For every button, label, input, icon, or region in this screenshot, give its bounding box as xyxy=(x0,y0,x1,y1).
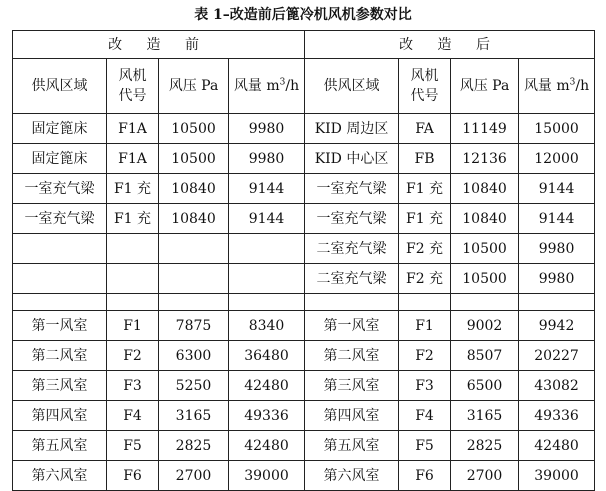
before-pressure-cell: 6300 xyxy=(159,341,229,371)
separator-cell xyxy=(305,294,399,311)
group-before-cell: 改 造 前 xyxy=(13,31,305,59)
after-flow-cell: 43082 xyxy=(519,371,595,401)
before-zone-cell: 第四风室 xyxy=(13,401,107,431)
before-flow-cell: 9144 xyxy=(229,174,305,204)
after-flow-cell: 9980 xyxy=(519,264,595,294)
after-code-cell: F4 xyxy=(399,401,451,431)
before-code-cell xyxy=(107,234,159,264)
before-flow-cell: 49336 xyxy=(229,401,305,431)
after-code-cell: F2 xyxy=(399,341,451,371)
flow-header-prefix: 风量 m xyxy=(523,78,570,94)
after-code-cell: F3 xyxy=(399,371,451,401)
after-flow-cell: 15000 xyxy=(519,114,595,144)
fan-code-header-line1: 风机 xyxy=(410,68,439,84)
before-flow-cell: 42480 xyxy=(229,371,305,401)
before-code-cell: F1 xyxy=(107,311,159,341)
after-flow-cell: 49336 xyxy=(519,401,595,431)
before-flow-cell: 39000 xyxy=(229,461,305,491)
flow-header-suffix: /h xyxy=(285,78,300,94)
before-pressure-cell: 2700 xyxy=(159,461,229,491)
before-fan-code-header xyxy=(107,59,159,114)
after-flow-cell: 9942 xyxy=(519,311,595,341)
after-flow-cell: 12000 xyxy=(519,144,595,174)
after-zone-cell: 二室充气梁 xyxy=(305,264,399,294)
after-pressure-cell: 10500 xyxy=(451,234,519,264)
after-code-cell: FA xyxy=(399,114,451,144)
before-code-cell xyxy=(107,264,159,294)
after-code-cell: F1 xyxy=(399,311,451,341)
after-zone-cell: KID 周边区 xyxy=(305,114,399,144)
flow-header-suffix: /h xyxy=(575,78,590,94)
after-flow-cell: 9144 xyxy=(519,174,595,204)
column-header-row xyxy=(13,59,595,114)
after-zone-cell: KID 中心区 xyxy=(305,144,399,174)
after-pressure-cell: 8507 xyxy=(451,341,519,371)
table-row xyxy=(13,341,595,371)
before-flow-cell: 42480 xyxy=(229,431,305,461)
after-flow-cell: 42480 xyxy=(519,431,595,461)
before-zone-cell: 第六风室 xyxy=(13,461,107,491)
table-row xyxy=(13,264,595,294)
before-code-cell: F1A xyxy=(107,114,159,144)
after-zone-cell: 第三风室 xyxy=(305,371,399,401)
before-code-cell: F4 xyxy=(107,401,159,431)
after-zone-cell: 一室充气梁 xyxy=(305,204,399,234)
after-code-cell: FB xyxy=(399,144,451,174)
before-flow-cell xyxy=(229,234,305,264)
before-pressure-cell: 10500 xyxy=(159,114,229,144)
before-pressure-cell: 2825 xyxy=(159,431,229,461)
before-code-cell: F3 xyxy=(107,371,159,401)
table-row xyxy=(13,371,595,401)
before-zone-header: 供风区域 xyxy=(13,59,107,114)
before-flow-cell xyxy=(229,264,305,294)
table-row xyxy=(13,431,595,461)
after-zone-header: 供风区域 xyxy=(305,59,399,114)
before-pressure-cell: 3165 xyxy=(159,401,229,431)
after-flow-header xyxy=(519,59,595,114)
separator-cell xyxy=(229,294,305,311)
after-zone-cell: 第二风室 xyxy=(305,341,399,371)
before-code-cell: F6 xyxy=(107,461,159,491)
flow-header-prefix: 风量 m xyxy=(233,78,280,94)
before-flow-cell: 8340 xyxy=(229,311,305,341)
after-zone-cell: 第四风室 xyxy=(305,401,399,431)
after-pressure-cell: 2700 xyxy=(451,461,519,491)
before-zone-cell: 第五风室 xyxy=(13,431,107,461)
before-code-cell: F5 xyxy=(107,431,159,461)
before-code-cell: F1 充 xyxy=(107,204,159,234)
after-pressure-cell: 11149 xyxy=(451,114,519,144)
flow-header-sup: 3 xyxy=(569,77,576,88)
after-flow-cell: 20227 xyxy=(519,341,595,371)
separator-row xyxy=(13,294,595,311)
fan-parameter-table xyxy=(12,30,595,491)
after-code-cell: F5 xyxy=(399,431,451,461)
after-pressure-cell: 12136 xyxy=(451,144,519,174)
after-zone-cell: 一室充气梁 xyxy=(305,174,399,204)
after-zone-cell: 第一风室 xyxy=(305,311,399,341)
before-zone-cell: 第二风室 xyxy=(13,341,107,371)
table-row xyxy=(13,401,595,431)
before-zone-cell: 一室充气梁 xyxy=(13,174,107,204)
table-row xyxy=(13,234,595,264)
after-pressure-cell: 3165 xyxy=(451,401,519,431)
after-pressure-cell: 9002 xyxy=(451,311,519,341)
before-pressure-cell: 7875 xyxy=(159,311,229,341)
after-code-cell: F1 充 xyxy=(399,174,451,204)
before-flow-header xyxy=(229,59,305,114)
after-code-cell: F1 充 xyxy=(399,204,451,234)
separator-cell xyxy=(159,294,229,311)
table-row xyxy=(13,144,595,174)
after-fan-code-header xyxy=(399,59,451,114)
separator-cell xyxy=(107,294,159,311)
table-row xyxy=(13,204,595,234)
before-zone-cell: 第三风室 xyxy=(13,371,107,401)
separator-cell xyxy=(451,294,519,311)
before-pressure-cell: 10840 xyxy=(159,174,229,204)
after-flow-cell: 9980 xyxy=(519,234,595,264)
before-pressure-cell: 10500 xyxy=(159,144,229,174)
after-zone-cell: 第六风室 xyxy=(305,461,399,491)
after-zone-cell: 二室充气梁 xyxy=(305,234,399,264)
flow-header-sup: 3 xyxy=(279,77,286,88)
before-code-cell: F1 充 xyxy=(107,174,159,204)
group-header-row xyxy=(13,31,595,59)
after-pressure-cell: 6500 xyxy=(451,371,519,401)
before-code-cell: F2 xyxy=(107,341,159,371)
separator-cell xyxy=(13,294,107,311)
after-code-cell: F6 xyxy=(399,461,451,491)
before-zone-cell: 一室充气梁 xyxy=(13,204,107,234)
after-code-cell: F2 充 xyxy=(399,264,451,294)
separator-cell xyxy=(519,294,595,311)
fan-code-header-line2: 代号 xyxy=(118,88,147,104)
table-row xyxy=(13,174,595,204)
before-zone-cell: 第一风室 xyxy=(13,311,107,341)
before-pressure-cell: 5250 xyxy=(159,371,229,401)
before-code-cell: F1A xyxy=(107,144,159,174)
before-flow-cell: 36480 xyxy=(229,341,305,371)
table-row xyxy=(13,114,595,144)
fan-code-header-line1: 风机 xyxy=(118,68,147,84)
before-pressure-cell xyxy=(159,264,229,294)
after-zone-cell: 第五风室 xyxy=(305,431,399,461)
separator-cell xyxy=(399,294,451,311)
after-pressure-cell: 10500 xyxy=(451,264,519,294)
after-pressure-cell: 2825 xyxy=(451,431,519,461)
before-pressure-cell: 10840 xyxy=(159,204,229,234)
before-pressure-header: 风压 Pa xyxy=(159,59,229,114)
after-pressure-cell: 10840 xyxy=(451,174,519,204)
before-zone-cell xyxy=(13,234,107,264)
table-caption: 表 1–改造前后篦冷机风机参数对比 xyxy=(194,7,412,23)
group-after-cell: 改 造 后 xyxy=(305,31,595,59)
before-flow-cell: 9980 xyxy=(229,144,305,174)
after-flow-cell: 9144 xyxy=(519,204,595,234)
before-flow-cell: 9144 xyxy=(229,204,305,234)
before-pressure-cell xyxy=(159,234,229,264)
before-zone-cell xyxy=(13,264,107,294)
fan-code-header-line2: 代号 xyxy=(410,88,439,104)
before-zone-cell: 固定篦床 xyxy=(13,114,107,144)
before-zone-cell: 固定篦床 xyxy=(13,144,107,174)
before-flow-cell: 9980 xyxy=(229,114,305,144)
table-row xyxy=(13,311,595,341)
table-row xyxy=(13,461,595,491)
after-flow-cell: 39000 xyxy=(519,461,595,491)
after-pressure-header: 风压 Pa xyxy=(451,59,519,114)
after-pressure-cell: 10840 xyxy=(451,204,519,234)
after-code-cell: F2 充 xyxy=(399,234,451,264)
